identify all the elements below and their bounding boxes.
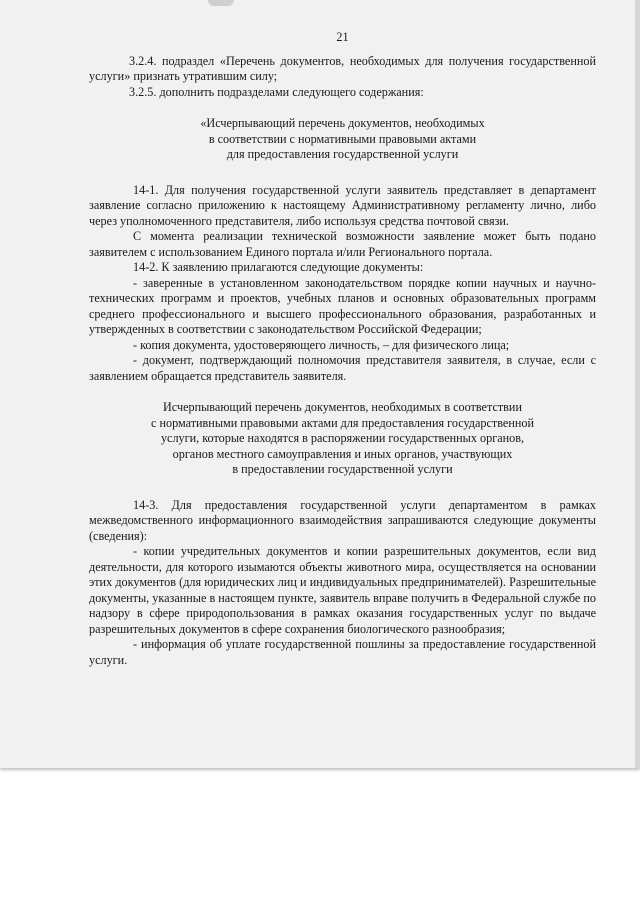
paragraph-14-3: 14-3. Для предоставления государственной услуги департаментом в рамках межведомственного информационного взаимодействия запрашиваются следующие документы (сведения): xyxy=(89,497,596,543)
paragraph-portal: С момента реализации технической возможности заявление может быть подано заявителем с использованием Единого портала и/или Регионального портала. xyxy=(89,229,596,259)
section-heading-required-documents xyxy=(89,116,596,163)
heading-line: в соответствии с нормативными правовыми актами xyxy=(208,131,477,146)
paragraph-3-2-4: 3.2.4. подраздел «Перечень документов, необходимых для получения государственной услуги» признать утратившим силу; xyxy=(89,53,596,83)
list-item-identity-document: - копия документа, удостоверяющего личность, – для физического лица; xyxy=(133,337,510,352)
section-heading-interagency-documents xyxy=(89,400,596,478)
list-item-certified-copies: - заверенные в установленном законодательством порядке копии научных и научно-технических программ и проектов, учебных планов и основных образовательных программ среднего профессионального и высшего профессионального образования, разработанных и утвержденных в соответствии с законодательством Российской Федерации; xyxy=(89,275,596,336)
heading-line: органов местного самоуправления и иных органов, участвующих xyxy=(172,446,513,461)
paragraph-14-2: 14-2. К заявлению прилагаются следующие документы: xyxy=(133,260,424,274)
heading-line: в предоставлении государственной услуги xyxy=(232,462,453,476)
paragraph-3-2-5: 3.2.5. дополнить подразделами следующего содержания: xyxy=(129,84,424,99)
heading-line: для предоставления государственной услуги xyxy=(226,147,459,161)
list-item-founding-documents: - копии учредительных документов и копии разрешительных документов, если вид деятельности, для которого изымаются объекты животного мира, осуществляется на основании этих документов (для юридических лиц и индивидуальных предпринимателей). Разрешительные документы, указанные в настоящем пункте, заявитель вправе получить в Федеральной службе по надзору в сфере природопользования в рамках оказания государственных услуг по выдаче разрешительных документов в сфере сохранения биологического разнообразия; xyxy=(89,544,596,636)
heading-line: Исчерпывающий перечень документов, необходимых в соответствии xyxy=(163,400,522,414)
heading-line: услуги, которые находятся в распоряжении государственных органов, xyxy=(160,431,525,445)
scan-smudge xyxy=(208,0,234,6)
heading-line: с нормативными правовыми актами для предоставления государственной xyxy=(151,415,534,430)
page-number: 21 xyxy=(336,30,349,44)
list-item-state-fee: - информация об уплате государственной пошлины за предоставление государственной услуги. xyxy=(89,637,596,667)
page-content xyxy=(89,30,596,668)
paragraph-14-1: 14-1. Для получения государственной услуги заявитель представляет в департамент заявление согласно приложению к настоящему Административному регламенту лично, либо через уполномоченного представителя, либо используя средства почтовой связи. xyxy=(89,182,596,228)
heading-line: «Исчерпывающий перечень документов, необходимых xyxy=(200,116,485,130)
list-item-representative-authority: - документ, подтверждающий полномочия представителя заявителя, в случае, если с заявлением обращается представитель заявителя. xyxy=(89,353,596,383)
